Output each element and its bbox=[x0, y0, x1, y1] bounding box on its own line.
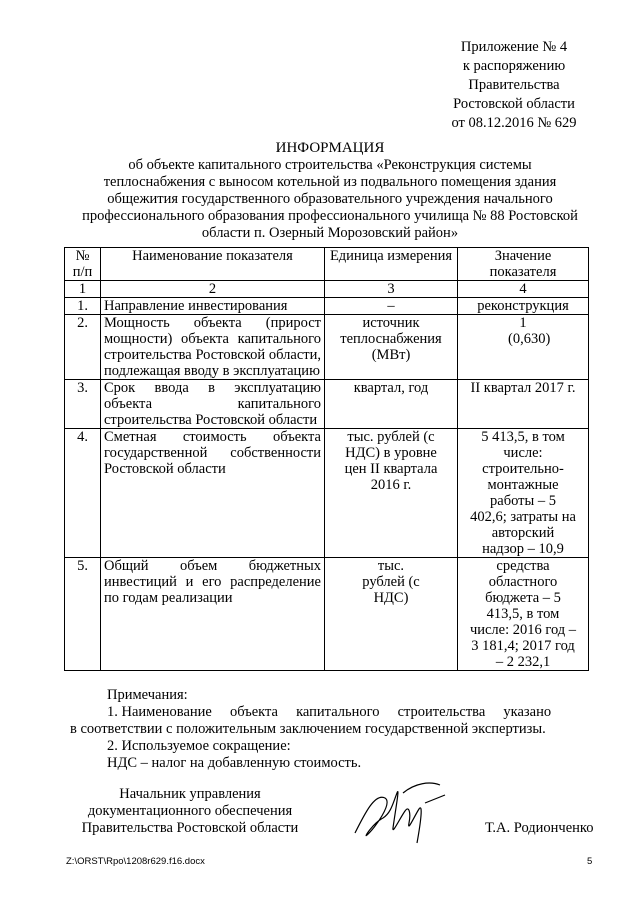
title-line: области п. Озерный Морозовский район» bbox=[201, 225, 459, 241]
table-header-row bbox=[65, 248, 589, 281]
row-num: 1. bbox=[65, 298, 101, 315]
table-row bbox=[65, 429, 589, 558]
row-name: Общий объем бюджетных инвестиций и его распределение по годам реализации bbox=[101, 558, 325, 671]
appendix-line: к распоряжению bbox=[462, 58, 566, 74]
document-title bbox=[60, 140, 600, 242]
row-name: Мощность объекта (прирост мощности) объекта капитального строительства Ростовской области, подлежащая вводу в эксплуатацию bbox=[101, 315, 325, 380]
title-line: об объекте капитального строительства «Реконструкция системы bbox=[128, 157, 532, 173]
appendix-line: Приложение № 4 bbox=[460, 39, 568, 55]
row-name: Сметная стоимость объекта государственной собственности Ростовской области bbox=[101, 429, 325, 558]
title-heading: ИНФОРМАЦИЯ bbox=[275, 140, 385, 156]
header-cell-name: Наименование показателя bbox=[101, 248, 325, 281]
row-unit: квартал, год bbox=[325, 380, 458, 429]
column-number-row bbox=[65, 281, 589, 298]
table-row bbox=[65, 380, 589, 429]
col-number: 3 bbox=[325, 281, 458, 298]
row-value: реконструкция bbox=[458, 298, 589, 315]
appendix-line: Правительства bbox=[468, 77, 560, 93]
page-number: 5 bbox=[587, 856, 593, 867]
header-cell-unit: Единица измерения bbox=[325, 248, 458, 281]
note-item-continuation: в соответствии с положительным заключением государственной экспертизы. bbox=[70, 721, 546, 737]
table-row bbox=[65, 298, 589, 315]
table-row bbox=[65, 558, 589, 671]
row-unit: тыс. рублей (с НДС) bbox=[325, 558, 458, 671]
row-num: 2. bbox=[65, 315, 101, 380]
position-line: документационного обеспечения bbox=[87, 803, 293, 819]
position-line: Начальник управления bbox=[119, 786, 261, 802]
row-value: средства областного бюджета – 5 413,5, в том числе: 2016 год – 3 181,4; 2017 год – 2 232,1 bbox=[458, 558, 589, 671]
notes-block bbox=[70, 687, 596, 772]
row-value: 5 413,5, в том числе: строительно-монтажные работы – 5 402,6; затраты на авторский надзор – 10,9 bbox=[458, 429, 589, 558]
signatory-position bbox=[70, 786, 310, 837]
row-unit: источник теплоснабжения (МВт) bbox=[325, 315, 458, 380]
appendix-line: Ростовской области bbox=[453, 96, 575, 112]
row-name: Направление инвестирования bbox=[101, 298, 325, 315]
note-item-value: НДС – налог на добавленную стоимость. bbox=[107, 755, 362, 771]
header-cell-num: № п/п bbox=[65, 248, 101, 281]
appendix-line: от 08.12.2016 № 629 bbox=[451, 115, 577, 131]
row-num: 5. bbox=[65, 558, 101, 671]
signatory-name: Т.А. Родионченко bbox=[485, 820, 594, 836]
row-num: 4. bbox=[65, 429, 101, 558]
col-number: 2 bbox=[101, 281, 325, 298]
file-path: Z:\ORST\Rpo\1208r629.f16.docx bbox=[66, 856, 205, 867]
title-line: общежития государственного образовательного учреждения начального bbox=[107, 191, 553, 207]
info-table bbox=[64, 247, 589, 671]
row-unit: тыс. рублей (с НДС) в уровне цен II квартала 2016 г. bbox=[325, 429, 458, 558]
row-value: II квартал 2017 г. bbox=[458, 380, 589, 429]
row-value: 1 (0,630) bbox=[458, 315, 589, 380]
notes-heading: Примечания: bbox=[107, 687, 188, 703]
note-item: 1. Наименование объекта капитального строительства указано bbox=[107, 704, 552, 720]
position-line: Правительства Ростовской области bbox=[81, 820, 299, 836]
note-item: 2. Используемое сокращение: bbox=[107, 738, 291, 754]
handwritten-signature bbox=[345, 773, 455, 853]
row-unit: – bbox=[325, 298, 458, 315]
table-row bbox=[65, 315, 589, 380]
appendix-block bbox=[435, 38, 593, 133]
title-line: профессионального образования профессионального училища № 88 Ростовской bbox=[82, 208, 578, 224]
col-number: 1 bbox=[65, 281, 101, 298]
col-number: 4 bbox=[458, 281, 589, 298]
header-cell-value: Значение показателя bbox=[458, 248, 589, 281]
row-name: Срок ввода в эксплуатацию объекта капитального строительства Ростовской области bbox=[101, 380, 325, 429]
title-line: теплоснабжения с выносом котельной из подвального помещения здания bbox=[103, 174, 557, 190]
row-num: 3. bbox=[65, 380, 101, 429]
